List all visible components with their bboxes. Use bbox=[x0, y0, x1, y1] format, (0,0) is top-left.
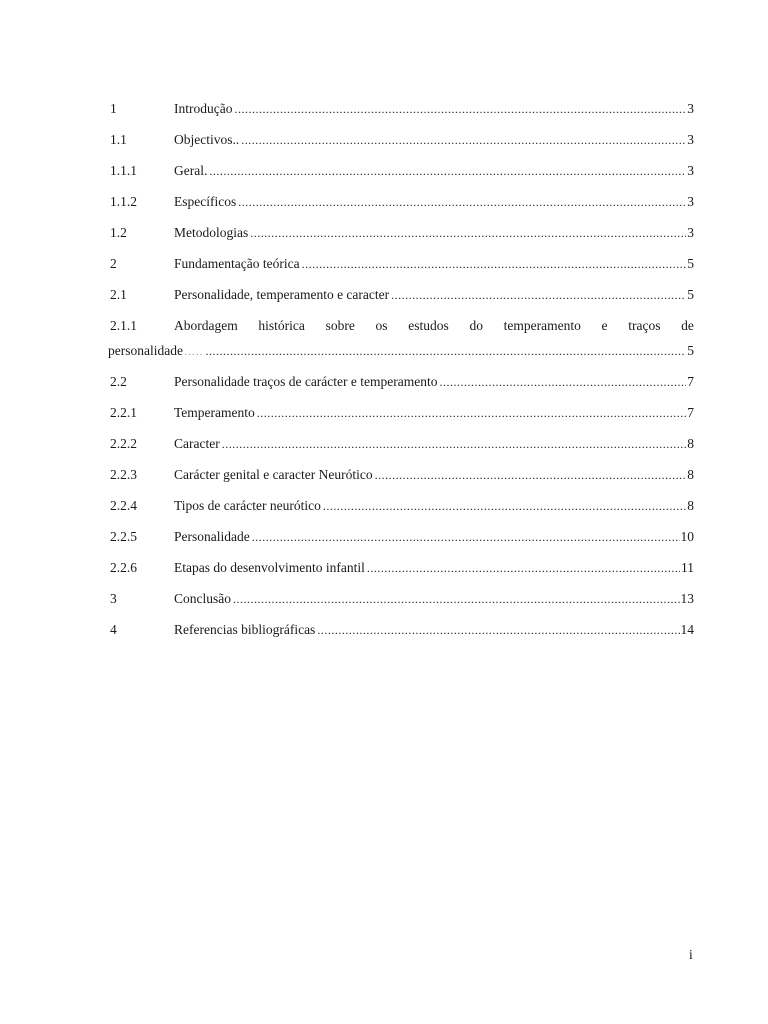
toc-entry-number: 1.1 bbox=[110, 132, 127, 147]
toc-entry-2-2[interactable] bbox=[110, 374, 694, 405]
page-number: i bbox=[689, 947, 693, 962]
toc-entry-title: Introdução bbox=[174, 101, 233, 116]
toc-entry-title: Temperamento bbox=[174, 405, 255, 420]
toc-leader-dots bbox=[252, 530, 680, 545]
toc-leader-dots bbox=[238, 195, 686, 210]
toc-entry-1-1-2[interactable] bbox=[110, 194, 694, 225]
toc-entry-first-line bbox=[110, 318, 694, 343]
toc-leader-dots bbox=[302, 257, 687, 272]
toc-entry-number: 2.1 bbox=[110, 287, 127, 302]
toc-entry-word: estudos bbox=[408, 318, 449, 333]
toc-entry-word: e bbox=[601, 318, 608, 333]
toc-entry-2-2-1[interactable] bbox=[110, 405, 694, 436]
toc-entry-number: 2.2 bbox=[110, 374, 127, 389]
toc-entry-page: 5 bbox=[687, 343, 694, 358]
toc-entry-page: 3 bbox=[687, 132, 694, 147]
toc-leader-dots bbox=[209, 164, 686, 179]
toc-entry-title: Conclusão bbox=[174, 591, 231, 606]
toc-entry-number: 1.1.2 bbox=[110, 194, 137, 209]
toc-entry-word: traços bbox=[628, 318, 661, 333]
toc-entry-title: Caracter bbox=[174, 436, 220, 451]
toc-entry-word: histórica bbox=[258, 318, 305, 333]
toc-entry-title-justified bbox=[174, 318, 694, 343]
toc-entry-second-line bbox=[108, 343, 694, 374]
toc-entry-4[interactable] bbox=[110, 622, 694, 653]
toc-entry-page: 8 bbox=[687, 467, 694, 482]
toc-entry-number: 2.1.1 bbox=[110, 318, 137, 333]
toc-entry-title: Metodologias bbox=[174, 225, 249, 240]
toc-leader-dots bbox=[391, 288, 686, 303]
toc-entry-number: 2.2.6 bbox=[110, 560, 137, 575]
toc-entry-2-2-2[interactable] bbox=[110, 436, 694, 467]
toc-entry-title: Etapas do desenvolvimento infantil bbox=[174, 560, 365, 575]
toc-entry-page: 5 bbox=[687, 256, 694, 271]
toc-entry-2-2-6[interactable] bbox=[110, 560, 694, 591]
toc-entry-page: 3 bbox=[687, 163, 694, 178]
toc-leader-dots bbox=[222, 437, 687, 452]
toc-entry-number: 1.1.1 bbox=[110, 163, 137, 178]
toc-leader-dots bbox=[440, 375, 687, 390]
toc-leader-dots bbox=[323, 499, 686, 514]
toc-leader-dots bbox=[241, 133, 686, 148]
toc-entry-page: 14 bbox=[680, 622, 694, 637]
toc-entry-word: temperamento bbox=[503, 318, 581, 333]
toc-entry-title: Personalidade, temperamento e caracter bbox=[174, 287, 390, 302]
toc-entry-page: 7 bbox=[687, 405, 694, 420]
toc-entry-number: 1.2 bbox=[110, 225, 127, 240]
toc-gray-dots: ….. bbox=[183, 346, 204, 358]
toc-entry-page: 11 bbox=[681, 560, 694, 575]
toc-leader-dots bbox=[317, 623, 679, 638]
toc-entry-title-continuation: personalidade bbox=[108, 343, 183, 358]
toc-leader-dots bbox=[234, 102, 686, 117]
toc-entry-1-1-1[interactable] bbox=[110, 163, 694, 194]
toc-leader-dots bbox=[257, 406, 686, 421]
toc-entry-title: Personalidade traços de carácter e temperamento bbox=[174, 374, 438, 389]
toc-entry-title: Geral. bbox=[174, 163, 208, 178]
toc-entry-1[interactable] bbox=[110, 101, 694, 132]
toc-entry-word: os bbox=[375, 318, 388, 333]
toc-entry-page: 8 bbox=[687, 498, 694, 513]
toc-entry-page: 3 bbox=[687, 225, 694, 240]
toc-entry-2[interactable] bbox=[110, 256, 694, 287]
toc-entry-title: Referencias bibliográficas bbox=[174, 622, 316, 637]
toc-entry-title: Específicos bbox=[174, 194, 237, 209]
toc-entry-page: 3 bbox=[687, 194, 694, 209]
toc-entry-2-2-3[interactable] bbox=[110, 467, 694, 498]
toc-entry-page: 5 bbox=[687, 287, 694, 302]
toc-leader-dots bbox=[233, 592, 680, 607]
toc-entry-number: 4 bbox=[110, 622, 117, 637]
toc-entry-page: 8 bbox=[687, 436, 694, 451]
toc-entry-title: Objectivos.. bbox=[174, 132, 240, 147]
toc-leader-dots bbox=[367, 561, 680, 576]
toc-entry-2-1-1[interactable] bbox=[110, 318, 694, 374]
toc-entry-number: 2.2.2 bbox=[110, 436, 137, 451]
toc-entry-number: 3 bbox=[110, 591, 117, 606]
toc-entry-word: do bbox=[469, 318, 483, 333]
toc-entry-word: sobre bbox=[325, 318, 355, 333]
toc-entry-page: 13 bbox=[680, 591, 694, 606]
toc-entry-title: Fundamentação teórica bbox=[174, 256, 300, 271]
toc-leader-dots bbox=[205, 344, 686, 359]
toc-entry-number: 1 bbox=[110, 101, 117, 116]
toc-entry-title: Carácter genital e caracter Neurótico bbox=[174, 467, 373, 482]
toc-entry-page: 3 bbox=[687, 101, 694, 116]
toc-entry-number: 2.2.5 bbox=[110, 529, 137, 544]
toc-entry-2-2-4[interactable] bbox=[110, 498, 694, 529]
toc-entry-number: 2.2.3 bbox=[110, 467, 137, 482]
toc-entry-page: 10 bbox=[680, 529, 694, 544]
toc-leader-dots bbox=[250, 226, 686, 241]
toc-entry-word: de bbox=[681, 318, 694, 333]
toc-entry-2-2-5[interactable] bbox=[110, 529, 694, 560]
toc-entry-2-1[interactable] bbox=[110, 287, 694, 318]
toc-entry-page: 7 bbox=[687, 374, 694, 389]
toc-entry-number: 2 bbox=[110, 256, 117, 271]
toc-entry-1-2[interactable] bbox=[110, 225, 694, 256]
toc-entry-number: 2.2.4 bbox=[110, 498, 137, 513]
toc-entry-1-1[interactable] bbox=[110, 132, 694, 163]
toc-entry-title: Personalidade bbox=[174, 529, 250, 544]
toc-entry-title: Tipos de carácter neurótico bbox=[174, 498, 321, 513]
toc-entry-word: Abordagem bbox=[174, 318, 238, 333]
table-of-contents bbox=[110, 101, 694, 653]
toc-entry-3[interactable] bbox=[110, 591, 694, 622]
toc-entry-number: 2.2.1 bbox=[110, 405, 137, 420]
toc-leader-dots bbox=[375, 468, 687, 483]
